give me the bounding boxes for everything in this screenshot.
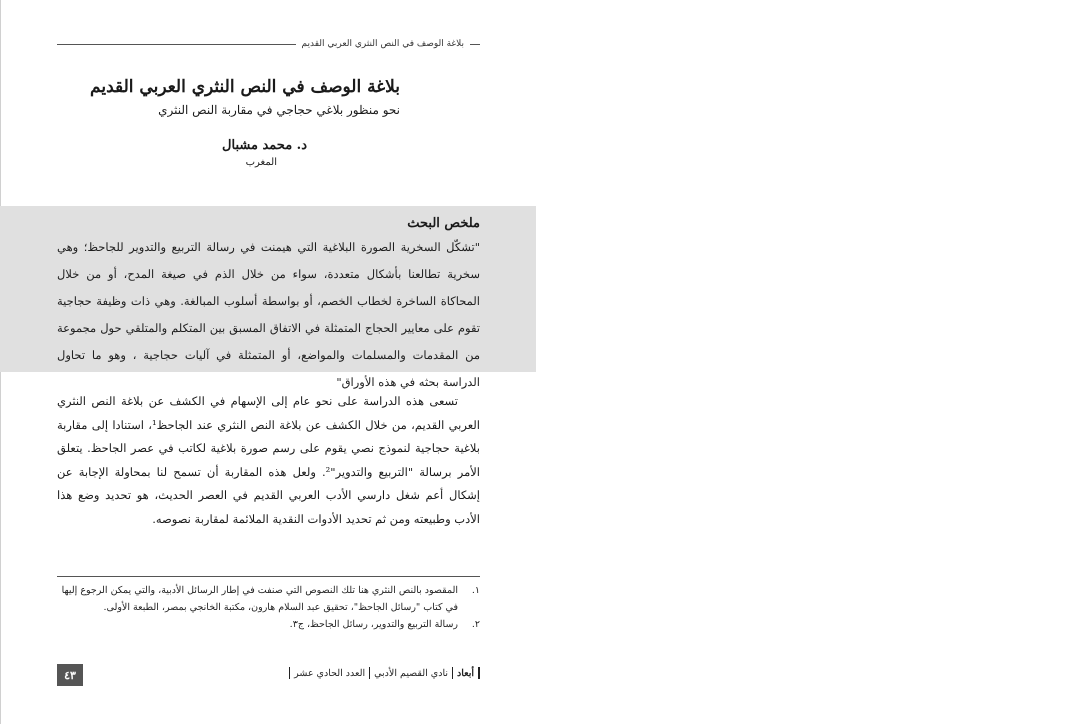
journal-name: أبعاد [457, 667, 474, 679]
footer-info [289, 667, 480, 679]
running-head-rule-right [470, 44, 480, 45]
club-name: نادي القصيم الأدبي [374, 667, 448, 679]
footer-separator [289, 667, 290, 679]
article-title: بلاغة الوصف في النص النثري العربي القديم [90, 77, 400, 97]
issue-label: العدد الحادي عشر [294, 667, 366, 679]
running-head-rule-left [57, 44, 296, 45]
author-block [150, 137, 307, 171]
footnote-item [57, 582, 480, 616]
footnote-number: ١. [471, 585, 480, 596]
title-block [57, 76, 400, 119]
abstract-content [57, 214, 480, 396]
footnote-text: المقصود بالنص النثري هنا تلك النصوص التي صنفت في إطار الرسائل الأدبية، والتي يمكن الرجوع إليها في كتاب "رسائل الجاحظ"، تحقيق عبد السلام هارون، مكتبة الخانجي بمصر، الطبعة الأولى. [61, 585, 458, 613]
abstract-text: "تشكّل السخرية الصورة البلاغية التي هيمنت في رسالة التربيع والتدوير للجاحظ؛ وهي سخرية تطالعنا بأشكال متعددة، سواء من خلال الذم في صيغة المدح، أو من خلال المحاكاة الساخرة لخطاب الخصم، أو بواسطة أسلوب المبالغة. وهي ذات وظيفة حجاجية تقوم على معايير الحجاج المتمثلة في الاتفاق المسبق بين المتكلم والمتلقي حول مجموعة من المقدمات والمسلمات والمواضع، أو المتمثلة في آليات حجاجية ، وهو ما تحاول الدراسة بحثه في هذه الأوراق" [57, 240, 480, 389]
abstract-heading: ملخص البحث [407, 216, 480, 231]
page-footer [57, 664, 480, 686]
footnotes [57, 582, 480, 633]
footnote-number: ٢. [471, 619, 480, 630]
author-country: المغرب [245, 157, 277, 168]
page-number: ٤٣ [57, 664, 83, 686]
body-paragraph: تسعى هذه الدراسة على نحو عام إلى الإسهام في الكشف عن بلاغة النص النثري العربي القديم، من خلال الكشف عن بلاغة النص النثري عند الجاحظ¹، استنادا إلى مقاربة بلاغية حجاجية لنموذج نصي يقوم على رسم صورة بلاغية لكاتب في عصر الجاحظ. يتعلق الأمر برسالة "التربيع والتدوير"². ولعل هذه المقاربة أن تسمح لنا بمحاولة الإجابة عن إشكال أعم شغل دارسي الأدب العربي القديم في العصر الحديث، هو تحديد وضع هذا الأدب وطبيعته ومن ثم تحديد الأدوات النقدية الملائمة لمقاربة نصوصه. [57, 394, 480, 526]
footer-separator [478, 667, 480, 679]
article-subtitle: نحو منظور بلاغي حجاجي في مقاربة النص النثري [158, 103, 400, 117]
footnote-divider [57, 576, 480, 577]
footer-separator [369, 667, 370, 679]
footer-separator [452, 667, 453, 679]
footnote-item [57, 616, 480, 633]
author-name: د. محمد مشبال [222, 138, 307, 153]
footnote-text: رسالة التربيع والتدوير، رسائل الجاحظ، ج٣. [289, 619, 458, 630]
running-head [57, 36, 480, 52]
abstract-box [0, 206, 536, 389]
running-head-text: بلاغة الوصف في النص النثري العربي القديم [301, 39, 464, 49]
